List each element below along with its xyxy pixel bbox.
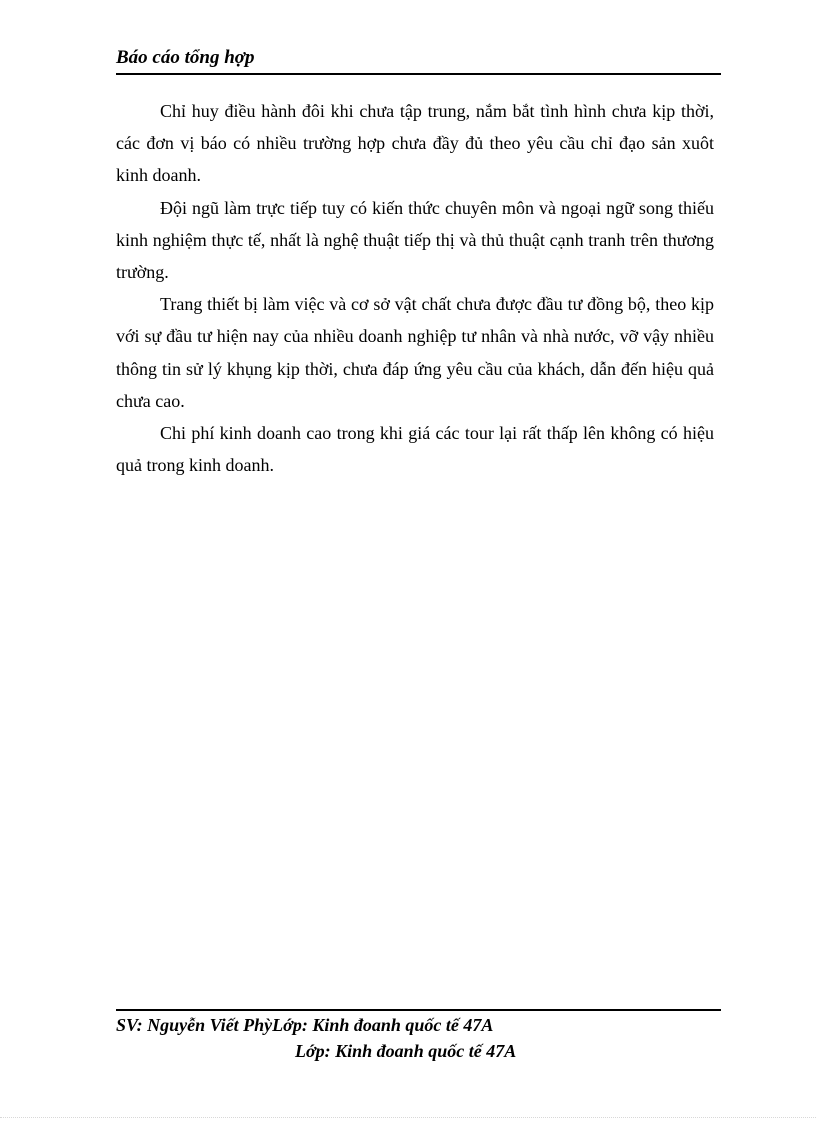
footer-class-info: Lớp: Kinh đoanh quốc tế 47A	[295, 1041, 517, 1061]
page-header-title: Báo cáo tổng hợp	[116, 47, 255, 68]
paragraph-1: Chỉ huy điều hành đôi khi chưa tập trung, nắm bắt tình hình chưa kịp thời, các đơn vị báo có nhiều trường hợp chưa đầy đủ theo yêu cầu chỉ đạo sản xuôt kinh doanh.	[116, 101, 714, 186]
document-body	[116, 95, 714, 481]
page-bottom-edge	[0, 1117, 816, 1118]
header-divider	[116, 73, 721, 75]
footer-student-info: SV: Nguyễn Viết PhỳLớp: Kinh đoanh quốc tế 47A	[116, 1015, 494, 1035]
paragraph-4: Chi phí kinh doanh cao trong khi giá các tour lại rất thấp lên không có hiệu quả trong kinh doanh.	[116, 423, 714, 476]
footer-divider	[116, 1009, 721, 1011]
paragraph-2: Đội ngũ làm trực tiếp tuy có kiến thức chuyên môn và ngoại ngữ song thiếu kinh nghiệm thực tế, nhất là nghệ thuật tiếp thị và thủ thuật cạnh tranh trên thương trường.	[116, 197, 714, 283]
paragraph-3: Trang thiết bị làm việc và cơ sở vật chất chưa được đầu tư đồng bộ, theo kịp với sự đầu tư hiện nay của nhiều doanh nghiệp tư nhân và nhà nước, vỡ vậy nhiều thông tin sử lý khụng kịp thời, chưa đáp ứng yêu cầu của khách, dẫn đến hiệu quả chưa cao.	[116, 294, 714, 411]
